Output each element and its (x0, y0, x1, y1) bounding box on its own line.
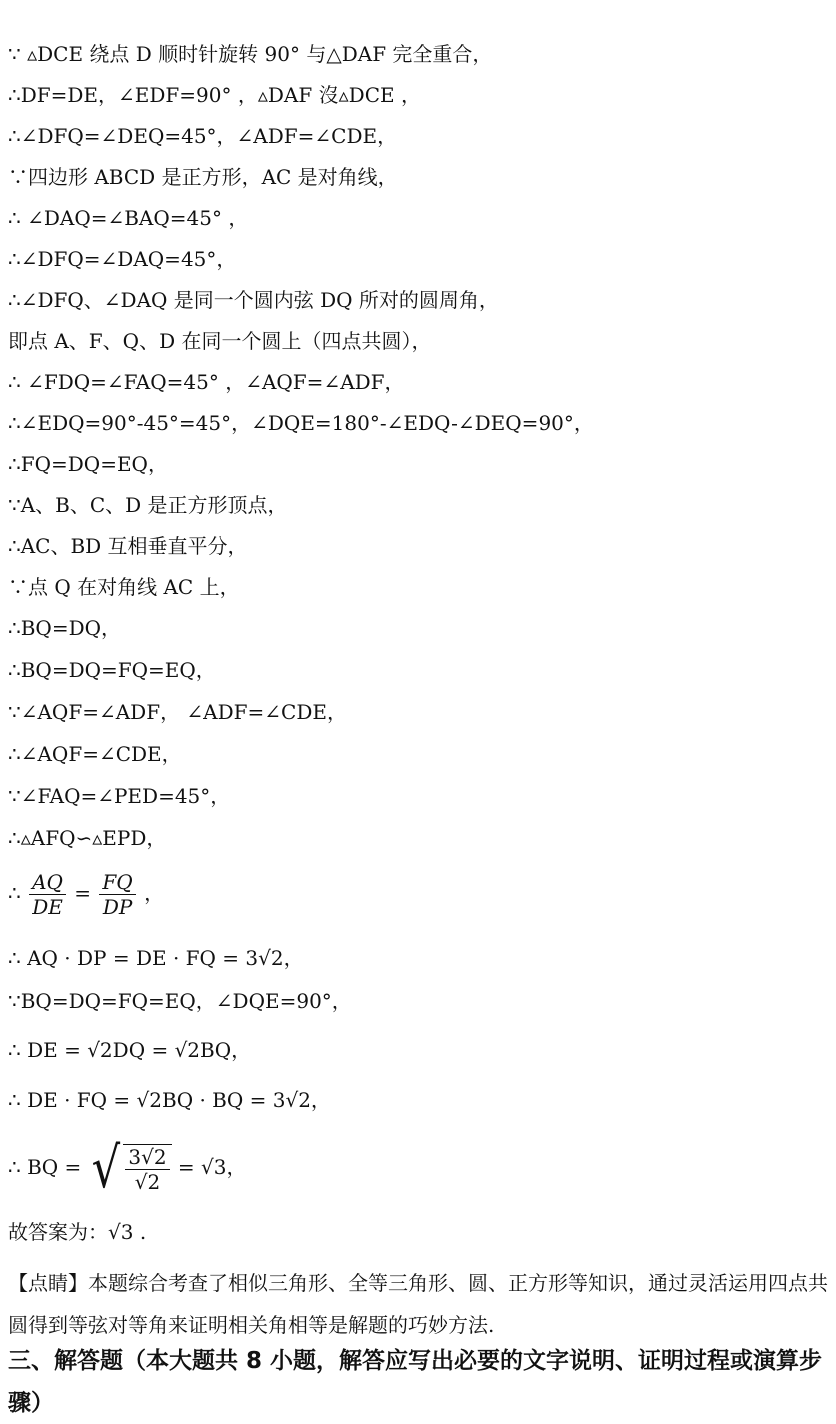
fraction-prefix: ∴ (8, 881, 21, 905)
de-fq-equation: ∴ DE · FQ = √2BQ · BQ = 3√2， (8, 1088, 331, 1112)
bq-radical (88, 1135, 172, 1201)
bq-numerator: 3√2 (125, 1145, 169, 1170)
proof-line-5: ∴ ∠DAQ=∠BAQ=45° ， (8, 206, 249, 230)
de-equation: ∴ DE = √2DQ = √2BQ， (8, 1038, 252, 1062)
proof-line-14: ∵点 Q 在对角线 AC 上， (8, 575, 240, 599)
bq-prefix: ∴ BQ = (8, 1155, 82, 1179)
proof-line-13: ∴AC、BD 互相垂直平分， (8, 534, 248, 558)
fraction-left-numerator: AQ (29, 870, 66, 895)
proof-line-8: 即点 A、F、Q、D 在同一个圆上（四点共圆）， (8, 329, 432, 353)
bq-equation (8, 1136, 828, 1199)
fraction-right-denominator: DP (102, 895, 133, 919)
proof-line-15: ∴BQ=DQ， (8, 616, 122, 640)
proof-line-1: ∵ ▵DCE 绕点 D 顺时针旋转 90° 与△DAF 完全重合， (8, 42, 493, 66)
equal-segments-line: ∵BQ=DQ=FQ=EQ，∠DQE=90°， (8, 989, 352, 1013)
proof-line-2: ∴DF=DE，∠EDF=90° ，▵DAF 沒▵DCE ， (8, 83, 421, 107)
fraction-suffix: ， (144, 881, 165, 905)
fraction-left-denominator: DE (32, 895, 63, 919)
proof-line-3: ∴∠DFQ=∠DEQ=45°，∠ADF=∠CDE， (8, 124, 398, 148)
fraction-right (99, 870, 135, 919)
proof-line-11: ∴FQ=DQ=EQ， (8, 452, 168, 476)
bq-denominator: √2 (134, 1169, 161, 1194)
fraction-left (29, 870, 66, 919)
radical-sign: √ (91, 1135, 120, 1201)
section-heading: 三、解答题（本大题共 8 小题，解答应写出必要的文字说明、证明过程或演算步骤） (8, 1348, 823, 1416)
bq-suffix: = √3， (177, 1155, 247, 1179)
proof-line-10: ∴∠EDQ=90°-45°=45°，∠DQE=180°-∠EDQ-∠DEQ=90°， (8, 411, 594, 435)
proof-line-17: ∵∠AQF=∠ADF， ∠ADF=∠CDE， (8, 700, 347, 724)
fraction-equals: = (74, 881, 92, 905)
proof-line-12: ∵A、B、C、D 是正方形顶点， (8, 493, 288, 517)
answer-line: 故答案为：√3 . (8, 1220, 147, 1244)
bq-fraction (125, 1145, 169, 1194)
proof-line-7: ∴∠DFQ、∠DAQ 是同一个圆内弦 DQ 所对的圆周角， (8, 288, 499, 312)
proof-line-19: ∵∠FAQ=∠PED=45°， (8, 784, 231, 808)
fraction-equation (8, 868, 828, 919)
proof-line-6: ∴∠DFQ=∠DAQ=45°， (8, 247, 237, 271)
radical-body (123, 1144, 171, 1194)
proof-line-20: ∴▵AFQ∽▵EPD， (8, 826, 167, 850)
fraction-right-numerator: FQ (99, 870, 135, 895)
proof-line-18: ∴∠AQF=∠CDE， (8, 742, 182, 766)
proof-line-16: ∴BQ=DQ=FQ=EQ， (8, 658, 216, 682)
product-equation: ∴ AQ · DP = DE · FQ = 3√2， (8, 946, 304, 970)
proof-line-9: ∴ ∠FDQ=∠FAQ=45° ，∠AQF=∠ADF， (8, 370, 405, 394)
comment-paragraph: 【点睛】本题综合考查了相似三角形、全等三角形、圆、正方形等知识，通过灵活运用四点共圆得到等弦对等角来证明相关角相等是解题的巧妙方法. (8, 1271, 828, 1337)
proof-line-4: ∵四边形 ABCD 是正方形，AC 是对角线， (8, 165, 398, 189)
